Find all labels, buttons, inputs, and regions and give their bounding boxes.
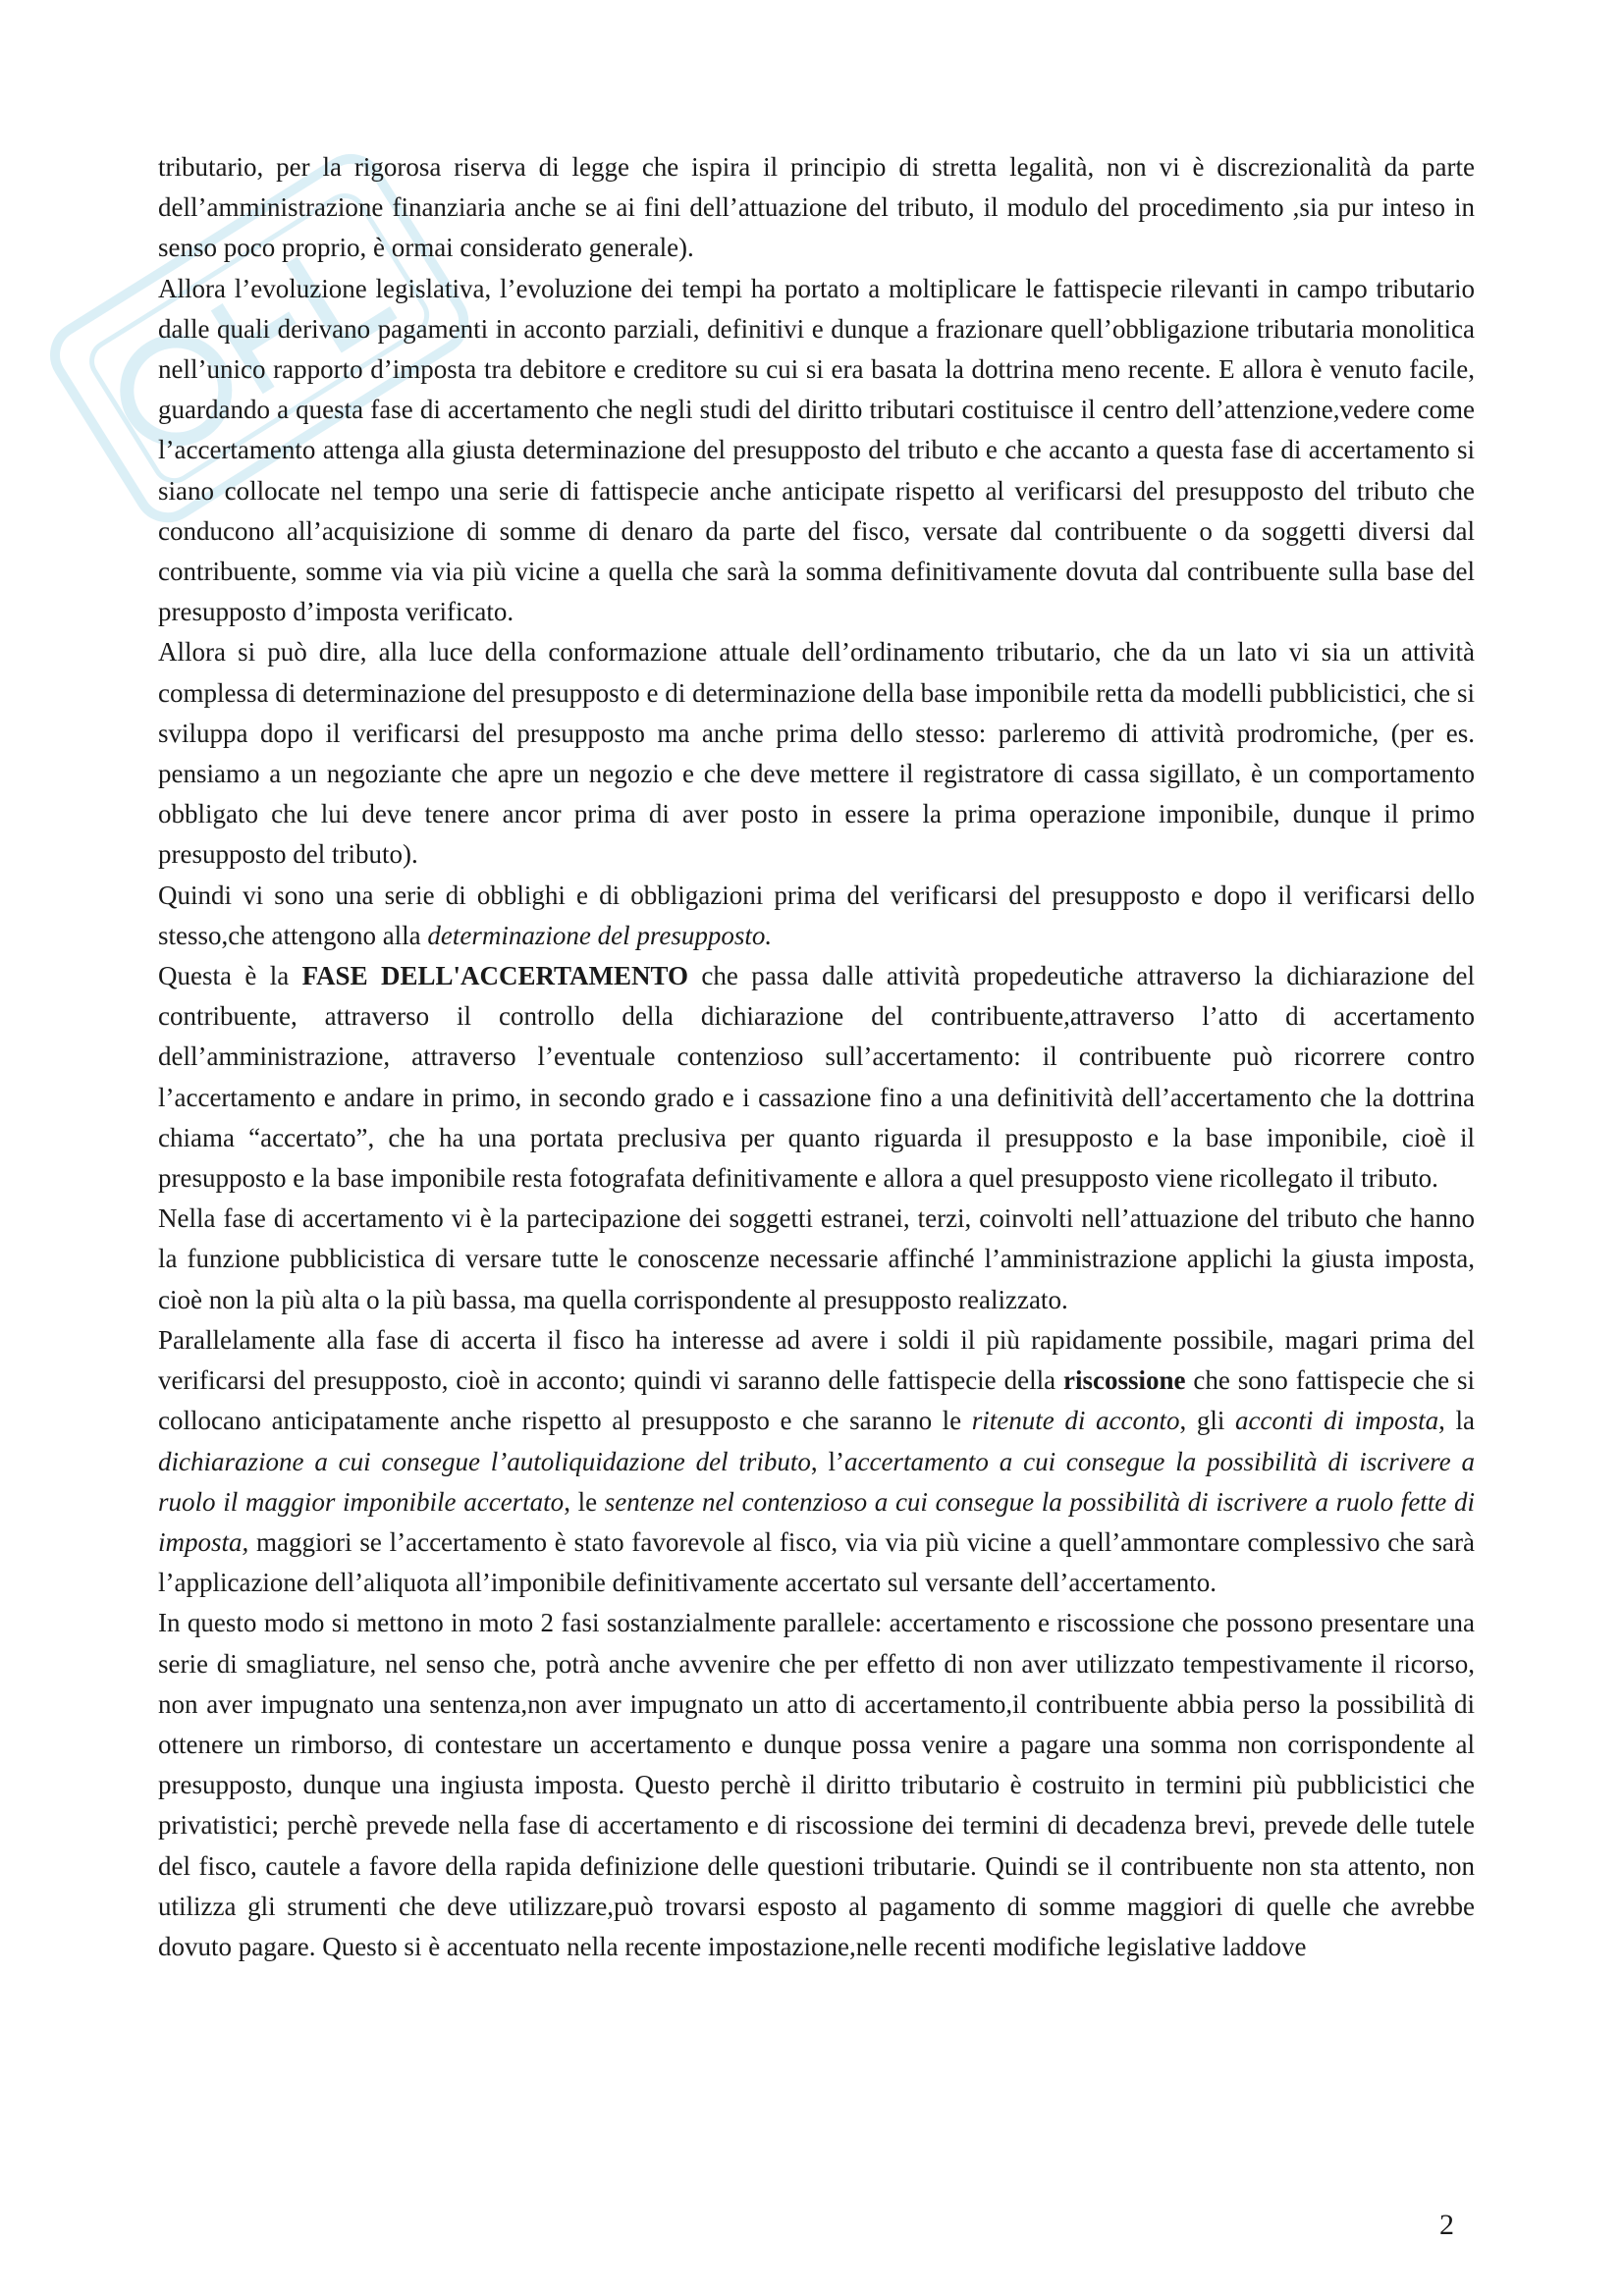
text-run: Allora si può dire, alla luce della conformazione attuale dell’ordinamento tributario, che da un lato vi sia un attività complessa di determinazione del presupposto e di determinazione della base imponibile retta da modelli pubblicistici, che si sviluppa dopo il verificarsi del presupposto ma anche prima dello stesso: parleremo di attività prodromiche, (per es. pensiamo a un negoziante che apre un negozio e che deve mettere il registratore di cassa sigillato, è un comportamento obbligato che lui deve tenere ancor prima di aver posto in essere la prima operazione imponibile, dunque il primo presupposto del tributo). <box>158 637 1475 870</box>
italic-text: sentenze nel contenzioso a cui consegue la possibilità di iscrivere a ruolo fette di imposta, <box>158 1486 1475 1557</box>
bold-text: FASE DELL'ACCERTAMENTO <box>301 961 689 991</box>
italic-text: dichiarazione a cui consegue l’autoliquidazione del tributo <box>158 1446 811 1476</box>
italic-text: ritenute di acconto <box>971 1406 1180 1436</box>
bold-text: riscossione <box>1062 1365 1186 1396</box>
paragraph <box>158 1603 1475 1967</box>
text-run: , le <box>564 1486 605 1517</box>
paragraph <box>158 1320 1475 1603</box>
paragraph <box>158 632 1475 875</box>
text-run: , gli <box>1179 1406 1235 1436</box>
text-run: In questo modo si mettono in moto 2 fasi sostanzialmente parallele: accertamento e riscossione che possono presentare una serie di smagliature, nel senso che, potrà anche avvenire che per effetto di non aver utilizzato tempestivamente il ricorso, non aver impugnato una sentenza,non aver impugnato un atto di accertamento,il contribuente abbia perso la possibilità di ottenere un rimborso, di contestare un accertamento e dunque possa venire a pagare una somma non corrispondente al presupposto, dunque una ingiusta imposta. Questo perchè il diritto tributario è costruito in termini più pubblicistici che privatistici; perchè prevede nella fase di accertamento e di riscossione dei termini di decadenza brevi, prevede delle tutele del fisco, cautele a favore della rapida definizione delle questioni tributarie. Quindi se il contribuente non sta attento, non utilizza gli strumenti che deve utilizzare,può trovarsi esposto al pagamento di somme maggiori di quelle che avrebbe dovuto pagare. Questo si è accentuato nella recente impostazione,nelle recenti modifiche legislative laddove <box>158 1608 1475 1961</box>
paragraph <box>158 147 1475 269</box>
text-run: , l’ <box>810 1446 844 1476</box>
text-run: tributario, per la rigorosa riserva di legge che ispira il principio di stretta legalità, non vi è discrezionalità da parte dell’amministrazione finanziaria anche se ai fini dell’attuazione del tributo, il modulo del procedimento ,sia pur inteso in senso poco proprio, è ormai considerato generale). <box>158 152 1475 263</box>
text-run: Quindi vi sono una serie di obblighi e di obbligazioni prima del verificarsi del presupposto e dopo il verificarsi dello stesso,che attengono alla <box>158 880 1475 950</box>
paragraph <box>158 269 1475 633</box>
italic-text: acconti di imposta <box>1234 1406 1439 1436</box>
text-run: , la <box>1438 1406 1475 1436</box>
text-run: Questa è la <box>158 961 302 991</box>
text-run: Nella fase di accertamento vi è la partecipazione dei soggetti estranei, terzi, coinvolti nell’attuazione del tributo che hanno la funzione pubblicistica di versare tutte le conoscenze necessarie affinché l’amministrazione applichi la giusta imposta, cioè non la più alta o la più bassa, ma quella corrispondente al presupposto realizzato. <box>158 1203 1475 1314</box>
text-run: che passa dalle attività propedeutiche attraverso la dichiarazione del contribuente, attraverso il controllo della dichiarazione del contribuente,attraverso l’atto di accertamento dell’amministrazione, attraverso l’eventuale contenzioso sull’accertamento: il contribuente può ricorrere contro l’accertamento e andare in primo, in secondo grado e i cassazione fino a una definitività dell’accertamento che la dottrina chiama “accertato”, che ha una portata preclusiva per quanto riguarda il presupposto e la base imponibile, cioè il presupposto e la base imponibile resta fotografata definitivamente e allora a quel presupposto viene ricollegato il tributo. <box>158 961 1476 1194</box>
text-run: Parallelamente alla fase di accerta il fisco ha interesse ad avere i soldi il più rapidamente possibile, magari prima del verificarsi del presupposto, cioè in acconto; quindi vi saranno delle fattispecie della <box>158 1324 1475 1396</box>
text-run: che sono fattispecie che si collocano anticipatamente anche rispetto al presupposto e che saranno le <box>158 1365 1475 1436</box>
text-run: maggiori se l’accertamento è stato favorevole al fisco, via via più vicine a quell’ammontare complessivo che sarà l’applicazione dell’aliquota all’imponibile definitivamente accertato sul versante dell’accertamento. <box>158 1526 1475 1598</box>
italic-text: accertamento a cui consegue la possibilità di iscrivere a ruolo il maggior imponibile accertato <box>158 1446 1475 1517</box>
paragraph <box>158 876 1475 956</box>
page-number: 2 <box>1439 2209 1454 2241</box>
paragraph <box>158 1199 1475 1320</box>
italic-text: determinazione del presupposto. <box>427 920 773 950</box>
document-body <box>158 147 1475 1967</box>
paragraph <box>158 956 1475 1199</box>
text-run: Allora l’evoluzione legislativa, l’evoluzione dei tempi ha portato a moltiplicare le fattispecie rilevanti in campo tributario dalle quali derivano pagamenti in acconto parziali, definitivi e dunque a frazionare quell’obbligazione tributaria monolitica nell’unico rapporto d’imposta tra debitore e creditore su cui si era basata la dottrina meno recente. E allora è venuto facile, guardando a questa fase di accertamento che negli studi del diritto tributari costituisce il centro dell’attenzione,vedere come l’accertamento attenga alla giusta determinazione del presupposto del tributo e che accanto a questa fase di accertamento si siano collocate nel tempo una serie di fattispecie anche anticipate rispetto al verificarsi del presupposto del tributo che conducono all’acquisizione di somme di denaro da parte del fisco, versate dal contribuente o da soggetti diversi dal contribuente, somme via via più vicine a quella che sarà la somma definitivamente dovuta dal contribuente sulla base del presupposto d’imposta verificato. <box>158 273 1475 627</box>
